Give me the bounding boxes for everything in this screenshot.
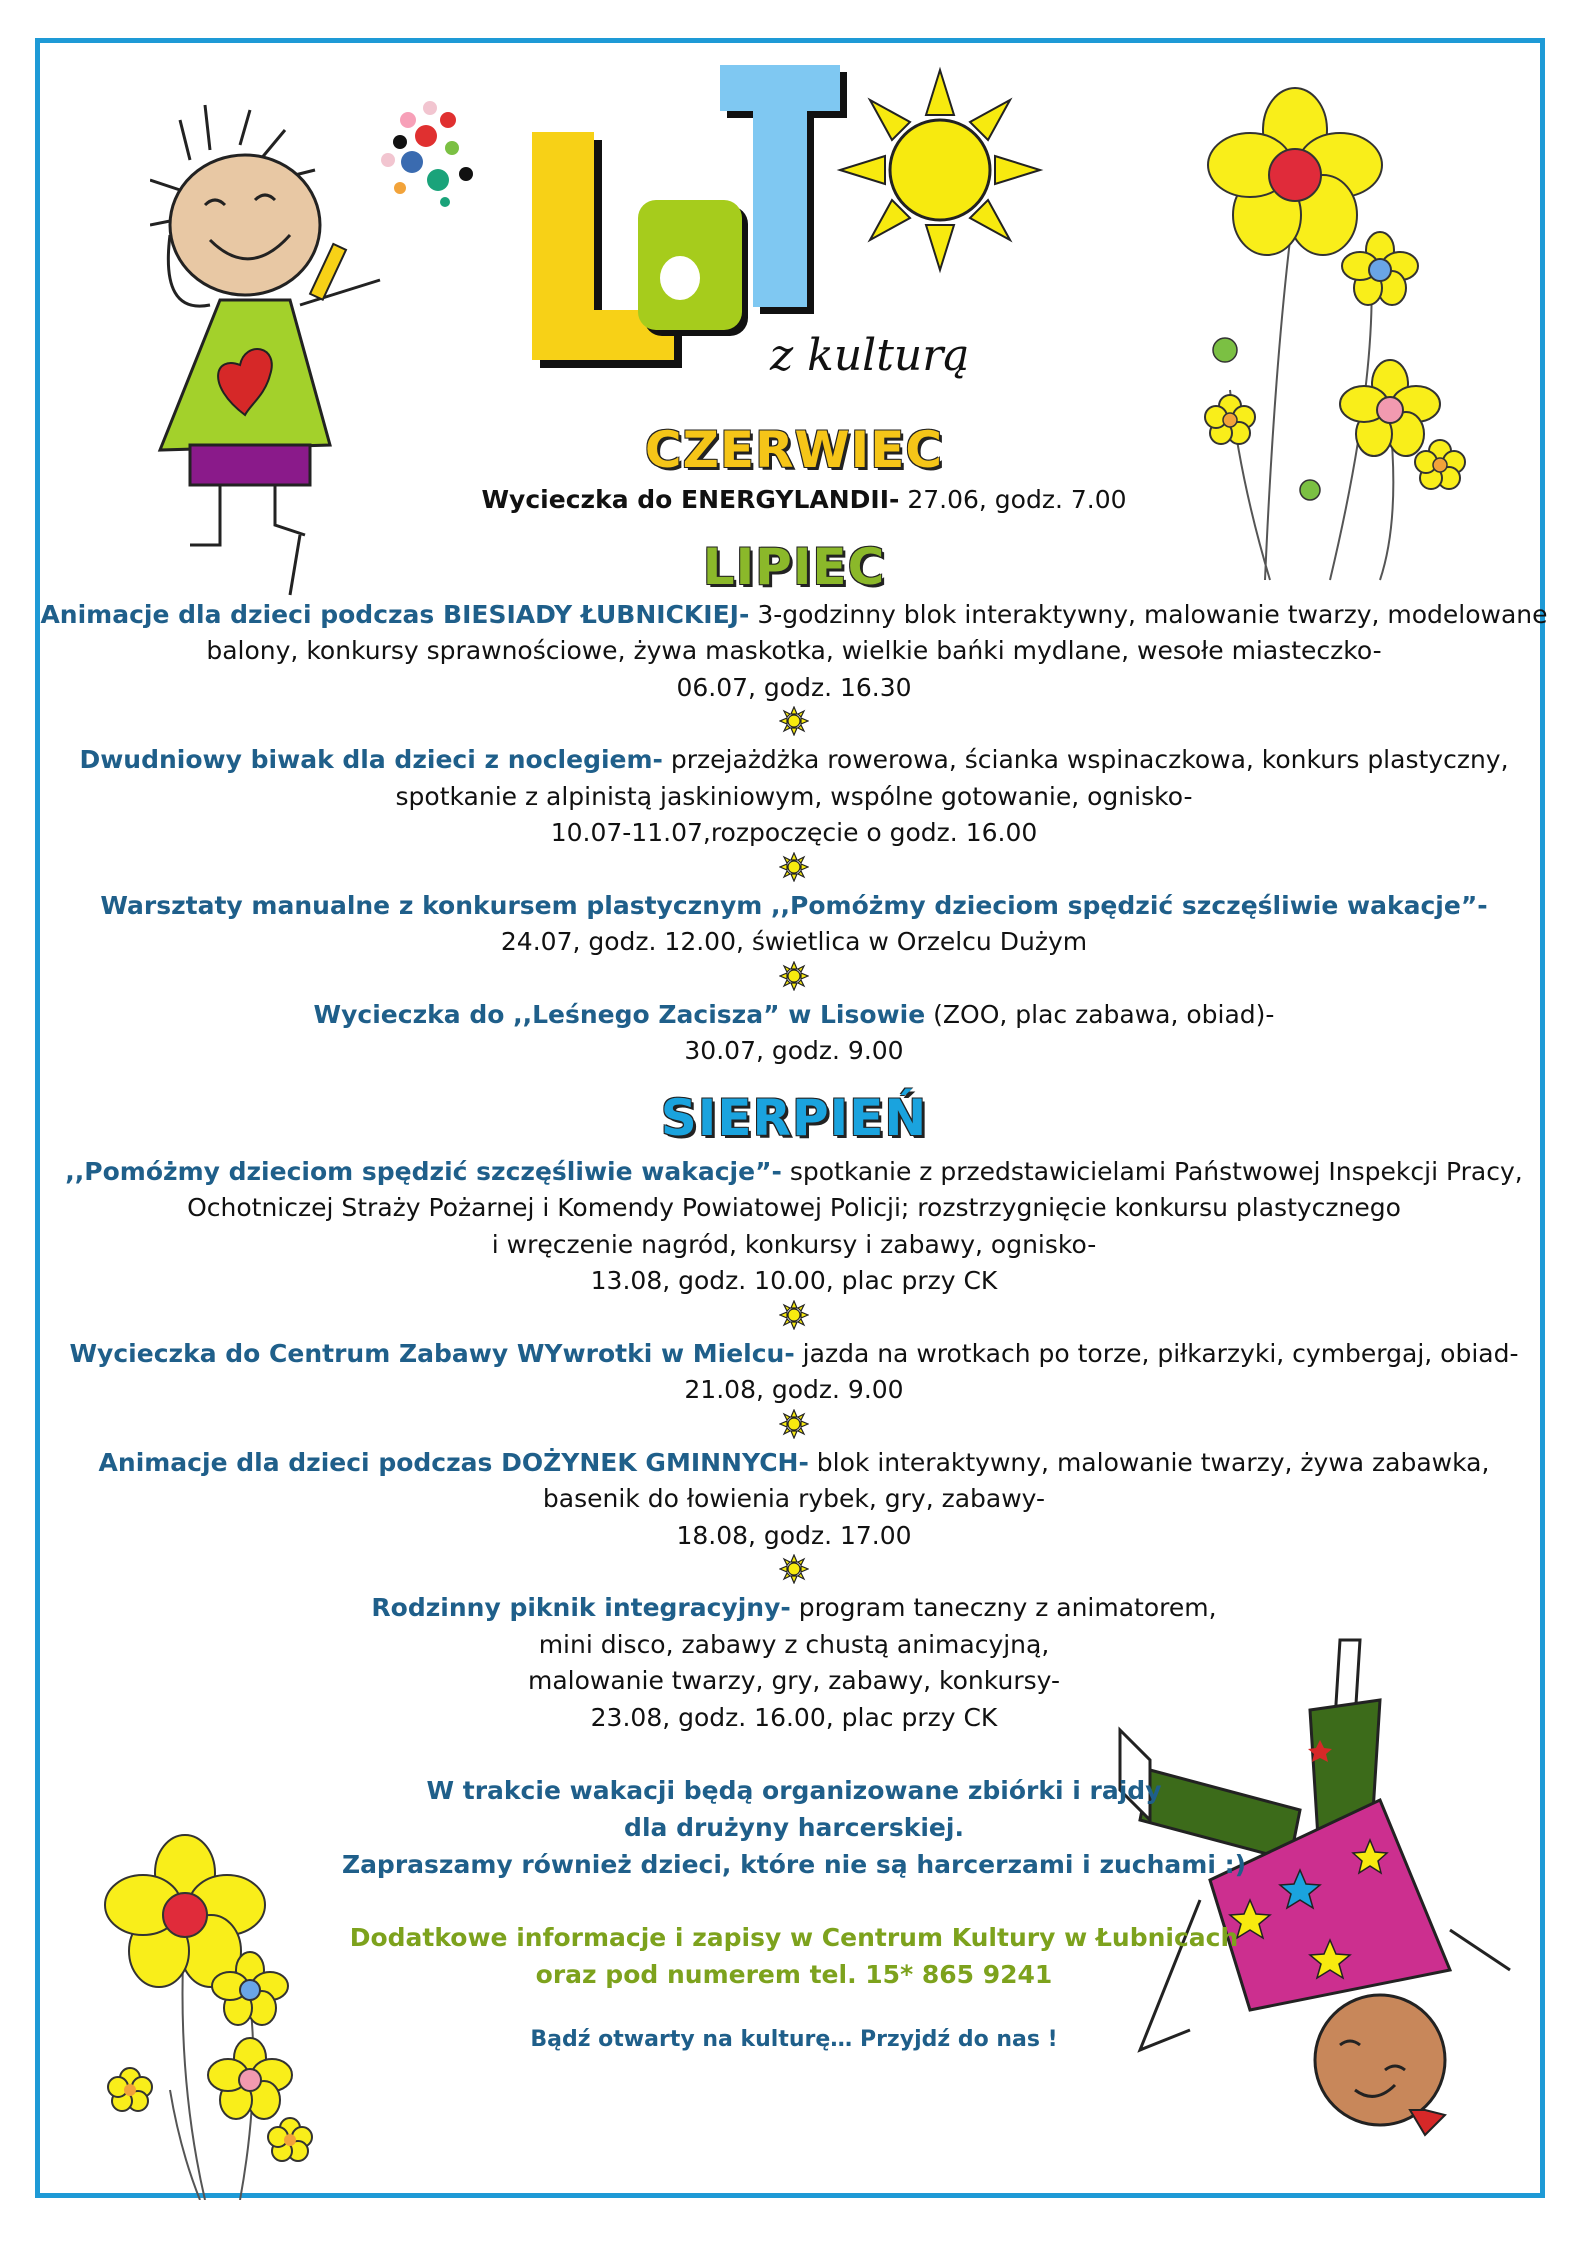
event-title: Wycieczka do ,,Leśnego Zacisza” w Lisowie — [313, 999, 926, 1029]
event-june-0 — [40, 482, 1548, 519]
event-line: 13.08, godz. 10.00, plac przy CK — [590, 1266, 998, 1295]
event-title: Dwudniowy biwak dla dzieci z noclegiem- — [79, 745, 663, 774]
event-july-2 — [40, 888, 1548, 961]
logo-sun-icon — [840, 70, 1040, 270]
event-line: 30.07, godz. 9.00 — [684, 1036, 904, 1065]
scouts-line: W trakcie wakacji będą organizowane zbiórki i rajdy — [426, 1776, 1162, 1805]
event-line: 24.07, godz. 12.00, świetlica w Orzelcu Dużym — [500, 927, 1088, 956]
event-line: spotkanie z alpinistą jaskiniowym, wspólne gotowanie, ognisko- — [395, 781, 1193, 811]
event-line: malowanie twarzy, gry, zabawy, konkursy- — [527, 1666, 1061, 1695]
event-title: Warsztaty manualne z konkursem plastycznym ,,Pomóżmy dzieciom spędzić szczęśliwie wakacje”- — [100, 890, 1488, 920]
month-heading-july: LIPIEC — [702, 537, 886, 596]
sun-separator-icon — [40, 1409, 1548, 1445]
sun-separator-icon — [40, 1554, 1548, 1590]
sun-separator-icon — [40, 706, 1548, 742]
sun-separator-icon — [40, 961, 1548, 997]
event-line: basenik do łowienia rybek, gry, zabawy- — [542, 1484, 1046, 1513]
event-line: Ochotniczej Straży Pożarnej i Komendy Powiatowej Policji; rozstrzygnięcie konkursu plastycznego — [187, 1193, 1401, 1222]
event-line: i wręczenie nagród, konkursy i zabawy, ognisko- — [491, 1229, 1097, 1259]
event-line: program taneczny z animatorem, — [790, 1593, 1217, 1622]
event-july-0 — [40, 597, 1548, 707]
event-line: balony, konkursy sprawnościowe, żywa maskotka, wielkie bańki mydlane, wesołe miasteczko- — [206, 636, 1382, 665]
event-line: spotkanie z przedstawicielami Państwowej Inspekcji Pracy, — [781, 1156, 1523, 1186]
event-line: 18.08, godz. 17.00 — [676, 1520, 912, 1550]
event-line: mini disco, zabawy z chustą animacyjną, — [538, 1629, 1050, 1659]
event-details: 27.06, godz. 7.00 — [899, 485, 1127, 514]
poster-content — [40, 420, 1548, 2058]
sun-separator-icon — [40, 1300, 1548, 1336]
event-july-3 — [40, 997, 1548, 1070]
event-title: Wycieczka do ENERGYLANDII- — [481, 485, 900, 514]
scouts-notice — [40, 1772, 1548, 1883]
month-heading-august: SIERPIEŃ — [660, 1088, 928, 1147]
event-line: 23.08, godz. 16.00, plac przy CK — [590, 1702, 998, 1732]
slogan: Bądź otwarty na kulturę… Przyjdź do nas ! — [530, 2027, 1058, 2052]
event-title: ,,Pomóżmy dzieciom spędzić szczęśliwie wakacje”- — [65, 1156, 782, 1186]
lato-logo — [520, 60, 1080, 400]
event-line: 21.08, godz. 9.00 — [684, 1375, 904, 1404]
event-title: Rodzinny piknik integracyjny- — [371, 1593, 791, 1622]
month-heading-june: CZERWIEC — [644, 421, 944, 479]
big-flower-icon — [1208, 88, 1382, 255]
dots-decoration — [381, 101, 473, 207]
event-august-2 — [40, 1445, 1548, 1555]
event-line: 10.07-11.07,rozpoczęcie o godz. 16.00 — [550, 818, 1038, 847]
event-line: blok interaktywny, malowanie twarzy, żywa zabawka, — [808, 1447, 1490, 1477]
event-august-1 — [40, 1336, 1548, 1409]
event-august-0 — [40, 1154, 1548, 1300]
logo-letter-a — [638, 200, 748, 336]
info-line: Dodatkowe informacje i zapisy w Centrum Kultury w Łubnicach — [349, 1923, 1239, 1952]
logo-subtitle: z kulturą — [770, 330, 970, 381]
event-july-1 — [40, 742, 1548, 852]
event-august-3 — [40, 1590, 1548, 1736]
scouts-line: Zapraszamy również dzieci, które nie są harcerzami i zuchami :) — [341, 1850, 1247, 1879]
event-line: 3-godzinny blok interaktywny, malowanie twarzy, modelowane — [749, 599, 1548, 629]
event-title: Animacje dla dzieci podczas BIESIADY ŁUBNICKIEJ- — [40, 599, 750, 629]
event-line: 06.07, godz. 16.30 — [676, 672, 912, 702]
contact-info — [40, 1919, 1548, 1993]
info-line: oraz pod numerem tel. 15* 865 9241 — [535, 1960, 1053, 1989]
event-line: (ZOO, plac zabawa, obiad)- — [925, 999, 1275, 1029]
event-title: Animacje dla dzieci podczas DOŻYNEK GMINNYCH- — [98, 1447, 809, 1477]
event-line: jazda na wrotkach po torze, piłkarzyki, cymbergaj, obiad- — [794, 1338, 1519, 1368]
event-title: Wycieczka do Centrum Zabawy WYwrotki w Mielcu- — [69, 1338, 795, 1368]
event-line: przejażdżka rowerowa, ścianka wspinaczkowa, konkurs plastyczny, — [662, 745, 1509, 774]
sun-separator-icon — [40, 852, 1548, 888]
scouts-line: dla drużyny harcerskiej. — [624, 1813, 964, 1842]
